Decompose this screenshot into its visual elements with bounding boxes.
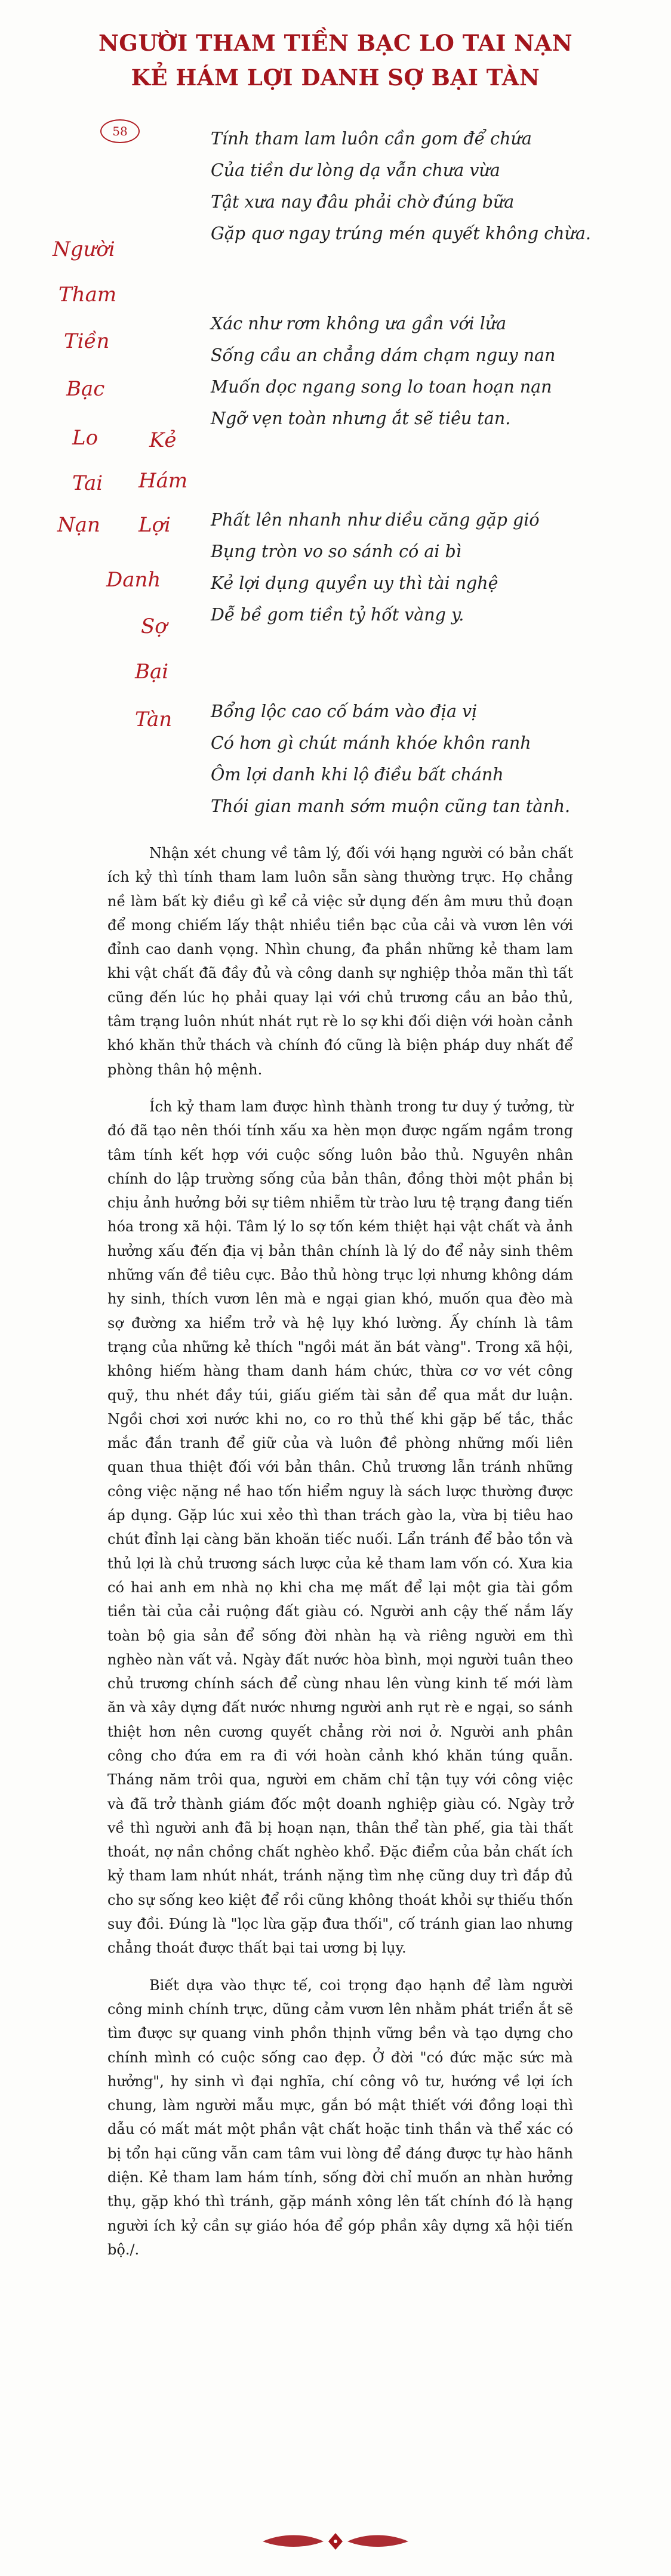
vertical-title-word: Tham bbox=[59, 283, 117, 307]
vertical-title-word: Tàn bbox=[135, 708, 173, 731]
poem-stanza bbox=[211, 696, 652, 822]
vertical-title-word: Tiền bbox=[64, 329, 110, 353]
poem-stanza bbox=[211, 123, 652, 249]
article-body bbox=[107, 841, 573, 2275]
vertical-title-word: Hám bbox=[138, 469, 188, 493]
poem-line: Bổng lộc cao cố bám vào địa vị bbox=[211, 702, 478, 721]
vertical-title-word: Kẻ bbox=[149, 428, 177, 452]
body-paragraph: Biết dựa vào thực tế, coi trọng đạo hạnh để làm người công minh chính trực, dũng cảm vươn lên nhằm phát triển ắt sẽ tìm được sự quang vinh phồn thịnh vững bền và tạo dựng cho chính mình có cuộc sống cao đẹp. Ở đời "có đức mặc sức mà hưởng", hy sinh vì đại nghĩa, chí công vô tư, hướng về lợi ích chung, làm người mẫu mực, gắn bó mật thiết với đồng loại thì dẫu có mất mát một phần vật chất hoặc tinh thần và thể xác có bị tổn hại cũng vẫn cam tâm vui lòng để đáng được tự hào hãnh diện. Kẻ tham lam hám tính, sống đời chỉ muốn an nhàn hưởng thụ, gặp khó thì tránh, gặp mánh xông lên tất chính đó là hạng người ích kỷ cần sự giáo hóa để góp phần xây dựng xã hội tiến bộ./. bbox=[107, 1976, 573, 2258]
flourish-icon bbox=[258, 2531, 413, 2552]
poem-line: Bụng tròn vo so sánh có ai bì bbox=[211, 542, 461, 561]
vertical-title-word: Sợ bbox=[141, 614, 167, 638]
poem-line: Kẻ lợi dụng quyền uy thì tài nghệ bbox=[211, 573, 498, 593]
poem-line: Ôm lợi danh khi lộ điều bất chánh bbox=[211, 765, 504, 784]
poem-line: Tính tham lam luôn cần gom để chứa bbox=[211, 129, 532, 149]
poem-stanza bbox=[211, 504, 652, 631]
vertical-title-word: Nạn bbox=[57, 513, 100, 537]
vertical-title-word: Người bbox=[53, 237, 115, 261]
page-title-line-2: KẺ HÁM LỢI DANH SỢ BẠI TÀN bbox=[131, 64, 540, 91]
vertical-title-word: Bại bbox=[135, 660, 169, 684]
page-title-line-1: NGƯỜI THAM TIỀN BẠC LO TAI NẠN bbox=[98, 30, 573, 56]
poem-line: Của tiền dư lòng dạ vẫn chưa vừa bbox=[211, 160, 500, 180]
poem-line: Có hơn gì chút mánh khóe khôn ranh bbox=[211, 733, 531, 753]
poem-line: Phất lên nhanh như diều căng gặp gió bbox=[211, 510, 540, 530]
poem-stanza bbox=[211, 308, 652, 434]
vertical-title-word: Bạc bbox=[66, 377, 105, 401]
vertical-title-word: Danh bbox=[106, 568, 161, 592]
poem-line: Ngỡ vẹn toàn nhưng ắt sẽ tiêu tan. bbox=[211, 409, 511, 428]
poem-line: Tật xưa nay đâu phải chờ đúng bữa bbox=[211, 192, 515, 212]
page-number-badge bbox=[100, 119, 140, 143]
poem-line: Xác như rơm không ưa gần với lửa bbox=[211, 314, 507, 333]
poem-line: Sống cầu an chẳng dám chạm nguy nan bbox=[211, 345, 556, 365]
vertical-title-word: Lo bbox=[72, 426, 99, 450]
vertical-title-word: Lợi bbox=[138, 513, 171, 537]
vertical-title-word: Tai bbox=[72, 471, 103, 495]
body-paragraph: Nhận xét chung về tâm lý, đối với hạng người có bản chất ích kỷ thì tính tham lam luôn sẵn sàng thường trực. Họ chẳng nề làm bất kỳ điều gì kể cả việc sử dụng đến âm mưu thủ đoạn để mong chiếm lấy thật nhiều tiền bạc của cải và vươn lên với đỉnh cao danh vọng. Nhìn chung, đa phần những kẻ tham lam khi vật chất đã đầy đủ và công danh sự nghiệp thỏa mãn thì tất cũng đến lúc họ phải quay lại với chủ trương cầu an bảo thủ, tâm trạng luôn nhút nhát rụt rè lo sợ khi đối diện với hoàn cảnh khó khăn thử thách và chính đó cũng là biện pháp duy nhất để phòng thân hộ mệnh. bbox=[107, 845, 573, 1078]
end-ornament bbox=[0, 2531, 671, 2552]
body-paragraph: Ích kỷ tham lam được hình thành trong tư duy ý tưởng, từ đó đã tạo nên thói tính xấu xa hèn mọn được ngấm ngầm trong tâm tính kết hợp với cuộc sống luôn bảo thủ. Nguyên nhân chính do lập trường sống của bản thân, đồng thời một phần bị chịu ảnh hưởng bởi sự tiêm nhiễm từ trào lưu tệ trạng đang tiến hóa trong xã hội. Tâm lý lo sợ tốn kém thiệt hại vật chất và ảnh hưởng xấu đến địa vị bản thân chính là lý do để nảy sinh thêm những vấn đề tiêu cực. Bảo thủ hòng trục lợi nhưng không dám hy sinh, thích vươn lên mà e ngại gian khó, muốn qua đèo mà sợ đường xa hiểm trở và hệ lụy khó lường. Ấy chính là tâm trạng của những kẻ thích "ngồi mát ăn bát vàng". Trong xã hội, không hiếm hàng tham danh hám chức, thừa cơ vơ vét công quỹ, thu nhét đầy túi, giấu giếm tài sản để qua mắt dư luận. Ngồi chơi xơi nước khi no, co ro thủ thế khi gặp bế tắc, thắc mắc đắn tranh để giữ của và luôn đề phòng những mối liên quan thua thiệt đối với bản thân. Chủ trương lẫn tránh những công việc nặng nề hao tốn hiểm nguy là sách lược thường được áp dụng. Gặp lúc xui xẻo thì than trách gào la, vừa bị tiêu hao chút đỉnh lại càng băn khoăn tiếc nuối. Lẩn tránh để bảo tồn và thủ lợi là chủ trương sách lược của kẻ tham lam vốn có. Xưa kia có hai anh em nhà nọ khi cha mẹ mất để lại một gia tài gồm tiền tài của cải ruộng đất giàu có. Người anh cậy thế nắm lấy toàn bộ gia sản để sống đời nhàn hạ và riêng người em thì nghèo nàn vất vả. Ngày đất nước hòa bình, mọi người tuân theo chủ trương chính sách để cùng nhau lên vùng kinh tế mới làm ăn và xây dựng đất nước nhưng người anh rụt rè e ngại, so sánh thiệt hơn nên cương quyết chẳng rời nơi ở. Người anh phân công cho đứa em ra đi với hoàn cảnh khó khăn túng quẫn. Tháng năm trôi qua, người em chăm chỉ tận tụy với công việc và đã trở thành giám đốc một doanh nghiệp giàu có. Ngày trở về thì người anh đã bị hoạn nạn, thân thể tàn phế, gia tài thất thoát, nợ nần chồng chất nghèo khổ. Đặc điểm của bản chất ích kỷ tham lam nhút nhát, tránh nặng tìm nhẹ cũng duy trì đắp đủ cho sự sống keo kiệt để rồi cũng không thoát khỏi sự thiếu thốn suy đồi. Đúng là "lọc lừa gặp đưa thối", cố tránh gian lao nhưng chẳng thoát được thất bại tai ương bị lụy. bbox=[107, 1098, 573, 1957]
poem-line: Thói gian manh sớm muộn cũng tan tành. bbox=[211, 796, 571, 816]
poem-line: Dễ bề gom tiền tỷ hốt vàng y. bbox=[211, 605, 464, 625]
poem-line: Muốn dọc ngang song lo toan hoạn nạn bbox=[211, 377, 552, 397]
poem-line: Gặp quơ ngay trúng mén quyết không chừa. bbox=[211, 224, 591, 243]
page-number: 58 bbox=[112, 124, 128, 138]
